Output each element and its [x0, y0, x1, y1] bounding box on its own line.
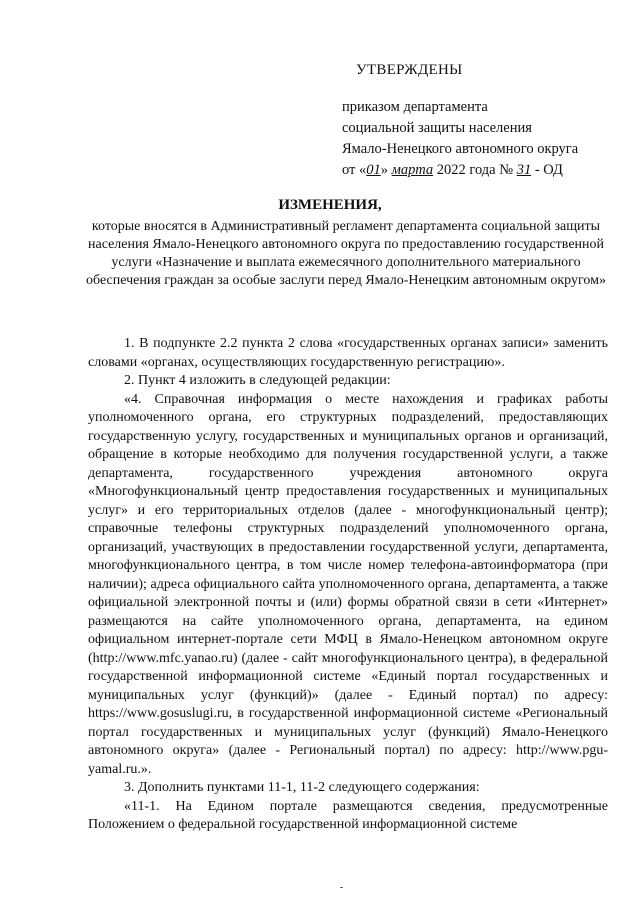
date-prefix: от «: [342, 162, 367, 178]
date-month: марта: [391, 162, 434, 178]
approval-line-2: социальной защиты населения: [342, 120, 532, 136]
date-day: 01: [366, 162, 381, 178]
document-body: [88, 335, 608, 835]
document-title: ИЗМЕНЕНИЯ,: [278, 197, 382, 213]
document-subtitle: которые вносятся в Административный регламент департамента социальной защиты населения Ямало-Ненецкого автономного округа по предоставлению государственной услуги «Назначение и выплата ежемесячного дополнительного материального обеспечения граждан за особые заслуги перед Ямало-Ненецким автономным округом»: [86, 219, 606, 288]
approval-line-3: Ямало-Ненецкого автономного округа: [342, 141, 579, 157]
order-number: 31: [516, 162, 532, 178]
page-mark: [340, 887, 343, 888]
approval-block: [342, 60, 622, 181]
order-suffix: - ОД: [531, 162, 563, 178]
approval-date-line: [342, 160, 622, 181]
paragraph-4: 3. Дополнить пунктами 11-1, 11-2 следующего содержания:: [124, 780, 480, 795]
paragraph-2: 2. Пункт 4 изложить в следующей редакции:: [124, 373, 391, 388]
date-mid: »: [380, 162, 392, 178]
paragraph-3: «4. Справочная информация о месте нахождения и графиках работы уполномоченного органа, его структурных подразделений, предоставляющих государственную услугу, государственных и муниципальных органов и организаций, обращение в которые необходимо для получения государственной услуги, а также департамента, государственного учреждения автономного округа «Многофункциональный центр предоставления государственных и муниципальных услуг» и его территориальных отделов (далее - многофункциональный центр); справочные телефоны структурных подразделений уполномоченного органа, организаций, участвующих в предоставлении государственной услуги, департамента, многофункционального центра, в том числе номер телефона-автоинформатора (при наличии); адреса официального сайта уполномоченного органа, департамента, а также официальной электронной почты и (или) формы обратной связи в сети «Интернет» размещаются на сайте уполномоченного органа, департамента, на едином официальном интернет-портале сети МФЦ в Ямало-Ненецком автономном округе (http://www.mfc.yanao.ru) (далее - сайт многофункционального центра), в федеральной государственной информационной системе «Единый портал государственных и муниципальных услуг (функций)» (далее - Единый портал) по адресу: https://www.gosuslugi.ru, в государственной информационной системе «Региональный портал государственных и муниципальных услуг (функций) Ямало-Ненецкого автономного округа» (далее - Региональный портал) по адресу: http://www.pgu-yamal.ru.».: [88, 391, 608, 777]
paragraph-5: «11-1. На Едином портале размещаются сведения, предусмотренные Положением о федеральной государственной информационной системе: [88, 798, 608, 832]
approval-line-1: приказом департамента: [342, 99, 488, 115]
paragraph-1: 1. В подпункте 2.2 пункта 2 слова «государственных органах записи» заменить словами «органах, осуществляющих государственную регистрацию».: [88, 336, 608, 370]
approval-heading: УТВЕРЖДЕНЫ: [356, 62, 463, 78]
date-year: 2022 года №: [433, 162, 517, 178]
